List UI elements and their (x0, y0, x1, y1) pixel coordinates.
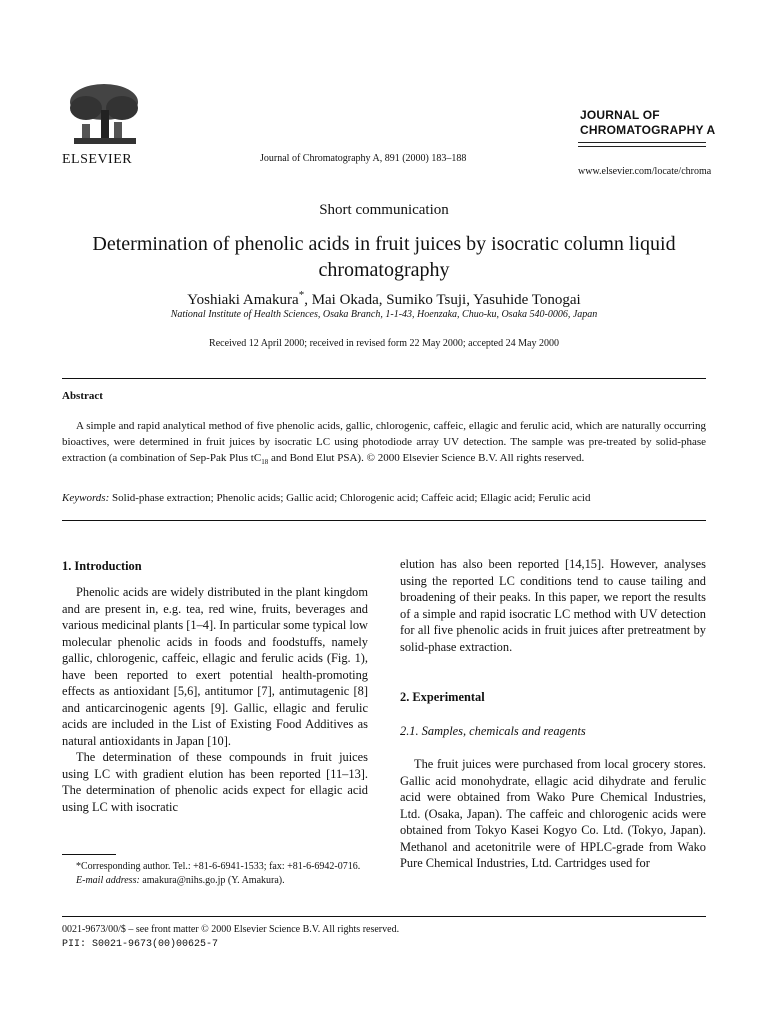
subscript: 18 (261, 458, 269, 467)
journal-url[interactable]: www.elsevier.com/locate/chroma (578, 166, 712, 177)
email-address[interactable]: amakura@nihs.go.jp (Y. Amakura). (139, 875, 285, 886)
author-name: Yoshiaki Amakura (187, 292, 299, 308)
email-note (62, 874, 368, 888)
journal-name (580, 108, 715, 138)
section-heading: 2. Experimental (400, 690, 485, 704)
author-names-rest: , Mai Okada, Sumiko Tsuji, Yasuhide Tonogai (304, 292, 581, 308)
left-column (62, 584, 368, 815)
paragraph: The fruit juices were purchased from local grocery stores. Gallic acid monohydrate, ellagic acid dihydrate and ferulic acid were obtained from Wako Pure Chemical Industries, Ltd. (Osaka, Japan). The caffeic and chlorogenic acids were obtained from Tokyo Kasei Kogyo Co. Ltd. (Tokyo, Japan). Methanol and acetonitrile were of HPLC-grade from Wako Pure Chemical Industries, Ltd. Cartridges used for (400, 757, 706, 870)
paragraph: Phenolic acids are widely distributed in the plant kingdom and are present in, e.g. tea, red wine, fruits, beverages and various medicinal plants [1–4]. In particular some typical low molecular phenolic acids in foods and foodstuffs, namely gallic, chlorogenic, caffeic, ellagic and ferulic acids (Fig. 1), have been reported to exert potential health-promoting effects as antioxidant [5,6], antitumor [7], antimutagenic [8] and anticarcinogenic agents [9]. Gallic, ellagic and ferulic acids are included in the List of Existing Food Additives as natural antioxidants in Japan [10]. (62, 585, 368, 748)
corresponding-mark: * (298, 289, 305, 301)
footnote-rule (62, 854, 116, 855)
subsection-heading: 2.1. Samples, chemicals and reagents (400, 723, 586, 738)
author-list (0, 289, 768, 309)
abstract-text (62, 418, 706, 470)
footer-rule (62, 916, 706, 917)
keywords-label: Keywords: (62, 492, 110, 504)
pii-line: PII: S0021-9673(00)00625-7 (62, 939, 219, 950)
article-title: Determination of phenolic acids in fruit juices by isocratic column liquid chromatography (92, 233, 676, 281)
abstract-bottom-rule (62, 520, 706, 521)
journal-name-line1: JOURNAL OF (580, 108, 660, 122)
abstract-top-rule (62, 378, 706, 379)
email-label: E-mail address: (76, 875, 140, 886)
paragraph: The determination of these compounds in fruit juices using LC with gradient elution has been reported [11–13]. The determination of phenolic acids expect for ellagic acid using LC with isocratic (62, 750, 368, 814)
journal-divider (578, 142, 706, 143)
publisher-name: ELSEVIER (62, 152, 133, 167)
affiliation: National Institute of Health Sciences, Osaka Branch, 1-1-43, Hoenzaka, Chuo-ku, Osaka 540-0006, Japan (170, 309, 598, 320)
copyright-line: 0021-9673/00/$ – see front matter © 2000 Elsevier Science B.V. All rights reserved. (62, 924, 400, 935)
abstract-heading: Abstract (62, 390, 103, 402)
abstract-text-main: A simple and rapid analytical method of five phenolic acids, gallic, chlorogenic, caffeic, ellagic and ferulic acid, which are naturally occurring bioactives, were determined in fruit juices by isocratic LC using photodiode array UV detection. The sample was pre-treated by solid-phase extraction (a combination of Sep-Pak Plus tC (62, 420, 706, 464)
corresponding-author-note: *Corresponding author. Tel.: +81-6-6941-1533; fax: +81-6-6942-0716. (76, 861, 361, 872)
intro-heading (62, 557, 142, 575)
keywords-list: Solid-phase extraction; Phenolic acids; Gallic acid; Chlorogenic acid; Caffeic acid; Ellagic acid; Ferulic acid (109, 492, 591, 504)
journal-divider-2 (578, 146, 706, 147)
abstract-text-end: and Bond Elut PSA). © 2000 Elsevier Science B.V. All rights reserved. (268, 452, 585, 464)
paragraph-continuation: elution has also been reported [14,15]. However, analyses using the reported LC conditions tend to cause tailing and broadening of their peaks. In this paper, we report the results of a simple and rapid isocratic LC method with UV detection for all five phenolic acids in fruit juices after pretreatment by solid-phase extraction. (400, 557, 706, 654)
right-column (400, 556, 706, 872)
footnote (62, 860, 368, 888)
received-dates: Received 12 April 2000; received in revised form 22 May 2000; accepted 24 May 2000 (209, 338, 559, 349)
keywords (62, 492, 706, 504)
elsevier-tree-icon (64, 80, 144, 150)
section-heading: 1. Introduction (62, 559, 142, 573)
elsevier-logo (62, 80, 152, 170)
journal-citation: Journal of Chromatography A, 891 (2000) 183–188 (260, 153, 467, 164)
article-type: Short communication (319, 202, 449, 218)
journal-name-line2: CHROMATOGRAPHY A (580, 123, 716, 137)
